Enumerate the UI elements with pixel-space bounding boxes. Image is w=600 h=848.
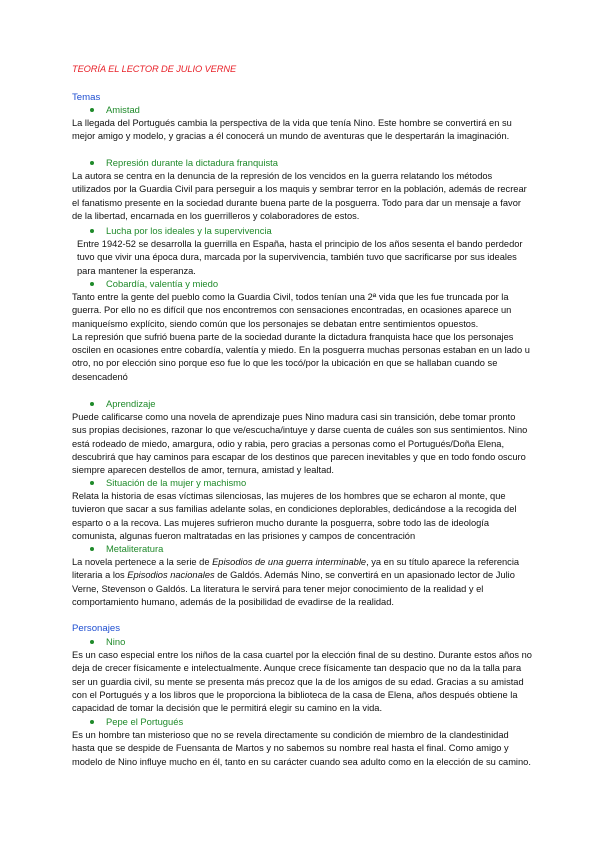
text-run: La novela pertenece a la serie de — [72, 557, 213, 567]
bullet-dot-icon — [90, 108, 94, 112]
paragraph-aprendizaje — [72, 411, 532, 477]
bullet-dot-icon — [90, 640, 94, 644]
paragraph-lucha — [77, 238, 537, 278]
bullet-label: Aprendizaje — [106, 398, 156, 409]
paragraph-represion — [72, 170, 532, 223]
paragraph-text: Relata la historia de esas víctimas silenciosas, las mujeres de los hombres que se echaron al monte, que tuvieron que sacar a sus familias adelante solas, en condiciones deplorables, dedicándose a la recogida del esparto o a la recova. Las mujeres sufrieron mucho durante la posguerra, sobre todo las de ideología comunista, algunas fueron maltratadas en las prisiones y campos de concentración — [72, 491, 517, 541]
section-heading-personajes: Personajes — [72, 623, 120, 634]
paragraph-text: Puede calificarse como una novela de aprendizaje pues Nino madura casi sin transición, debe tomar pronto sus propias decisiones, razonar lo que ve/escucha/intuye y darse cuenta de cuáles son sus sentimientos. Nino está rodeado de miedo, amargura, odio y rabia, pero gracias a personas como el Portugués/Doña Elena, descubrirá que hay caminos para escapar de los destinos que parecen inevitables y que en todo fondo oscuro siempre aparecen destellos de amor, ternura, amistad y lealtad. — [72, 412, 528, 476]
bullet-mujer — [90, 477, 246, 489]
section-heading-temas: Temas — [72, 92, 101, 103]
text-run: de Galdós. Además Nino, se convertirá en un apasionado lector de Julio Verne, Stevenson o Galdós. La literatura le servirá para tener mejor conocimiento de la realidad y el comportamiento humano, además de la posibilidad de evadirse de la realidad. — [72, 570, 515, 607]
bullet-metaliteratura — [90, 543, 163, 555]
bullet-nino — [90, 636, 125, 648]
bullet-dot-icon — [90, 547, 94, 551]
text-run: , ya en su título aparece la referencia literaria a los — [72, 557, 520, 581]
bullet-dot-icon — [90, 481, 94, 485]
paragraph-text: La autora se centra en la denuncia de la represión de los vencidos en la guerra relatando los métodos utilizados por la Guardia Civil para perseguir a los maquis y sembrar terror en la población, además de recrear el fanatismo presente en la sociedad durante buena parte de la posguerra. Todo para dar un mensaje a favor de la libertad, encarnada en los guerrilleros y colaboradores de estos. — [72, 171, 527, 221]
paragraph-amistad — [72, 117, 532, 144]
bullet-amistad — [90, 104, 140, 116]
paragraph-text: Es un caso especial entre los niños de la casa cuartel por la elección final de su destino. Durante estos años no deja de crecer físicamente e intelectualmente. Aunque crece físicamente tan despacio que no da la talla para ser un guardia civil, su mente se presenta más precoz que la de los amigos de su edad. Gracias a su amistad con el Portugués y a los libros que le proporciona la biblioteca de la casa de Elena, años después obtiene la capacidad de tomar la decisión que le permitirá elegir su camino en la vida. — [72, 650, 532, 714]
bullet-label: Pepe el Portugués — [106, 716, 184, 727]
bullet-cobardia — [90, 278, 218, 290]
paragraph-text: Tanto entre la gente del pueblo como la Guardia Civil, todos tenían una 2ª vida que les fue truncada por la guerra. Por ello no es difícil que nos encontremos con sensaciones encontradas, en ocasiones aparece un maniqueísmo explícito, siendo común que los personajes se debatan entre sentimientos opuestos. — [72, 292, 512, 329]
bullet-label: Represión durante la dictadura franquista — [106, 157, 278, 168]
bullet-dot-icon — [90, 282, 94, 286]
paragraph-text: Es un hombre tan misterioso que no se revela directamente su condición de miembro de la clandestinidad hasta que se despide de Fuensanta de Martos y no sabemos su nombre real hasta el final. Como amigo y modelo de Nino influye mucho en él, tanto en su carácter cuando sea adulto como en la elección de su camino. — [72, 730, 531, 767]
italic-title-episodios-guerra: Episodios de una guerra interminable — [212, 557, 367, 567]
italic-title-episodios-nacionales: Episodios nacionales — [127, 570, 215, 581]
bullet-dot-icon — [90, 229, 94, 233]
bullet-label: Lucha por los ideales y la supervivencia — [106, 225, 272, 236]
bullet-pepe-portugues — [90, 716, 183, 728]
paragraph-mujer — [72, 490, 532, 543]
bullet-aprendizaje — [90, 398, 156, 410]
bullet-lucha — [90, 225, 272, 237]
paragraph-pepe-portugues — [72, 729, 532, 769]
bullet-label: Nino — [106, 636, 126, 647]
paragraph-nino — [72, 649, 532, 715]
paragraph-text: Entre 1942-52 se desarrolla la guerrilla en España, hasta el principio de los años sesenta el bando perdedor tuvo que vivir una época dura, marcada por la supervivencia, también tuvo que sacrificarse por sus ideales para mantener la esperanza. — [77, 239, 523, 276]
paragraph-text — [72, 556, 532, 609]
paragraph-metaliteratura — [72, 556, 532, 609]
paragraph-text-2: La represión que sufrió buena parte de la sociedad durante la dictadura franquista hace que los personajes oscilen en ocasiones entre cobardía, valentía y miedo. En la posguerra muchas personas estaban en un lado u otro, no por elección sino porque eso fue lo que les tocó/por la ubicación en que se hallaban cuando se desencadenó — [72, 331, 530, 382]
document-title: TEORÍA EL LECTOR DE JULIO VERNE — [72, 64, 237, 74]
bullet-label: Amistad — [106, 104, 140, 115]
bullet-dot-icon — [90, 720, 94, 724]
paragraph-cobardia — [72, 291, 532, 384]
bullet-represion — [90, 157, 278, 169]
bullet-label: Cobardía, valentía y miedo — [106, 278, 219, 289]
bullet-dot-icon — [90, 402, 94, 406]
bullet-label: Situación de la mujer y machismo — [106, 477, 247, 488]
paragraph-text: La llegada del Portugués cambia la perspectiva de la vida que tenía Nino. Este hombre se convertirá en su mejor amigo y modelo, y gracias a él conocerá un mundo de aventuras que le despertarán la imaginación. — [72, 118, 512, 142]
bullet-label: Metaliteratura — [106, 543, 164, 554]
bullet-dot-icon — [90, 161, 94, 165]
